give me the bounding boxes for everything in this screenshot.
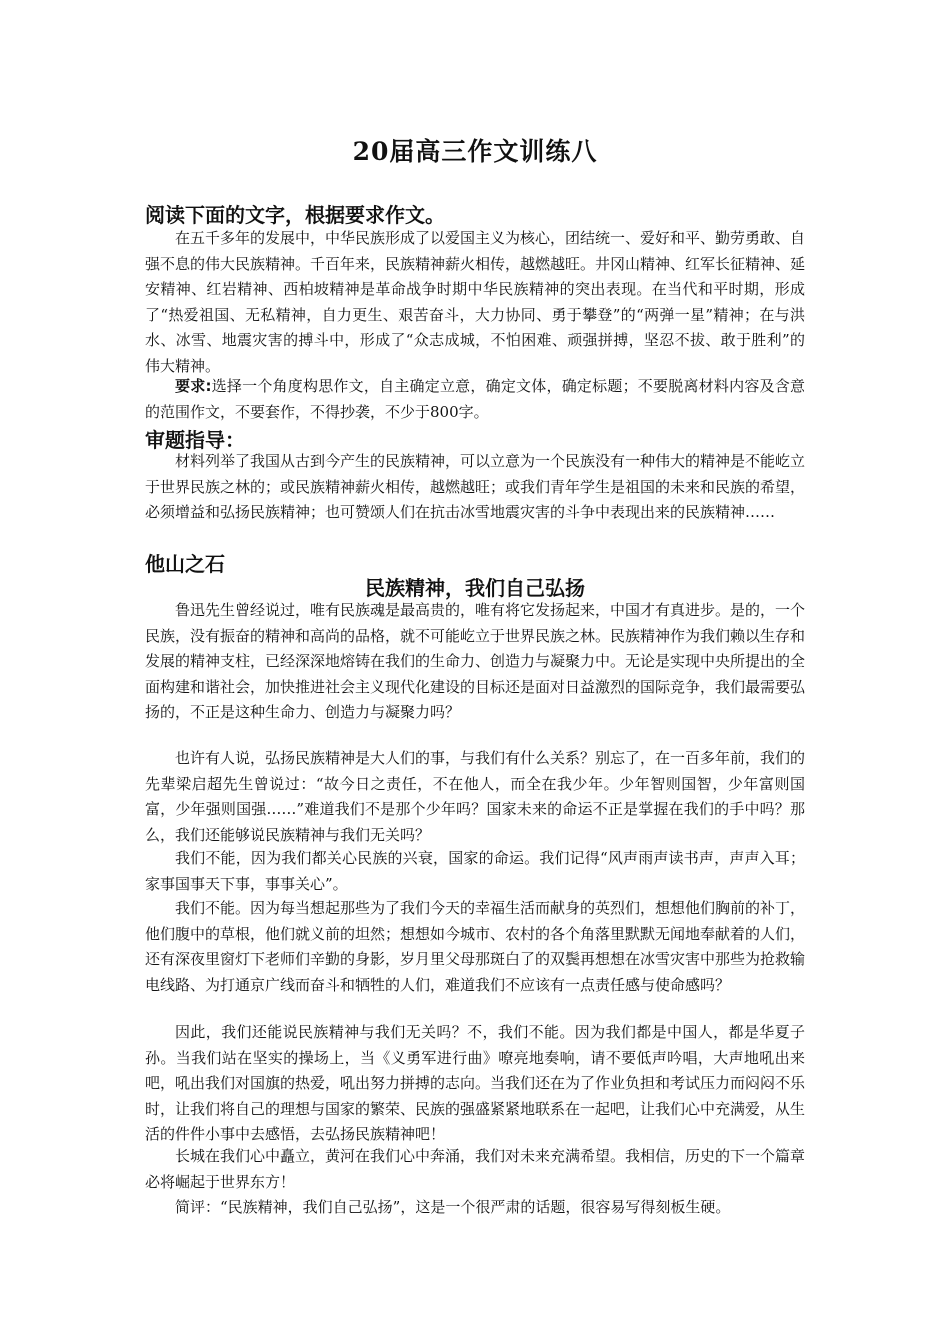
- essay-paragraph: 我们不能。因为每当想起那些为了我们今天的幸福生活而献身的英烈们，想想他们胸前的补丁，他们腹中的草根，他们就义前的坦然；想想如今城市、农村的各个角落里默默无闻地奉献着的人们，还有深夜里窗灯下老师们辛勤的身影，岁月里父母那斑白了的双鬓再想想在冰雪灾害中那些为抢救输电线路、为打通京广线而奋斗和牺牲的人们，难道我们不应该有一点责任感与使命感吗？: [145, 899, 806, 994]
- essay-paragraph: 也许有人说，弘扬民族精神是大人们的事，与我们有什么关系？别忘了，在一百多年前，我们的先辈梁启超先生曾说过：“故今日之责任，不在他人，而全在我少年。少年智则国智，少年富则国富，少年强则国强……”难道我们不是那个少年吗？国家未来的命运不正是掌握在我们的手中吗？那么，我们还能够说民族精神与我们无关吗？: [145, 749, 806, 844]
- document-title: 20届高三作文训练八: [352, 137, 598, 166]
- prompt-paragraph: 在五千多年的发展中，中华民族形成了以爱国主义为核心，团结统一、爱好和平、勤劳勇敢、自强不息的伟大民族精神。千百年来，民族精神薪火相传，越燃越旺。井冈山精神、红军长征精神、延安精神、红岩精神、西柏坡精神是革命战争时期中华民族精神的突出表现。在当代和平时期，形成了“热爱祖国、无私精神，自力更生、艰苦奋斗，大力协同、勇于攀登”的“两弹一星”精神；在与洪水、冰雪、地震灾害的搏斗中，形成了“众志成城，不怕困难、顽强拼搏，坚忍不拔、敢于胜利”的伟大精神。: [145, 229, 806, 375]
- essay-paragraph: 因此，我们还能说民族精神与我们无关吗？不，我们不能。因为我们都是中国人，都是华夏子孙。当我们站在坚实的操场上，当《义勇军进行曲》嘹亮地奏响，请不要低声吟唱，大声地吼出来吧，吼出我们对国旗的热爱，吼出努力拼搏的志向。当我们还在为了作业负担和考试压力而闷闷不乐时，让我们将自己的理想与国家的繁荣、民族的强盛紧紧地联系在一起吧，让我们心中充满爱，从生活的件件小事中去感悟，去弘扬民族精神吧！: [145, 1023, 806, 1143]
- essay-paragraph: 长城在我们心中矗立，黄河在我们心中奔涌，我们对未来充满希望。我相信，历史的下一个篇章必将崛起于世界东方！: [145, 1147, 806, 1191]
- essay-paragraph: 鲁迅先生曾经说过，唯有民族魂是最高贵的，唯有将它发扬起来，中国才有真进步。是的，一个民族，没有振奋的精神和高尚的品格，就不可能屹立于世界民族之林。民族精神作为我们赖以生存和发展的精神支柱，已经深深地熔铸在我们的生命力、创造力与凝聚力中。无论是实现中央所提出的全面构建和谐社会，加快推进社会主义现代化建设的目标还是面对日益激烈的国际竞争，我们最需要弘扬的，不正是这种生命力、创造力与凝聚力吗？: [145, 601, 806, 721]
- guide-heading: 审题指导：: [145, 428, 245, 452]
- example-heading: 他山之石: [145, 552, 225, 576]
- requirement-text: 选择一个角度构思作文，自主确定立意，确定文体，确定标题；不要脱离材料内容及含意的范围作文，不要套作，不得抄袭，不少于800字。: [145, 377, 805, 421]
- requirement-paragraph: [145, 374, 805, 425]
- essay-title: 民族精神，我们自己弘扬: [365, 576, 585, 600]
- requirement-label: 要求:: [175, 377, 212, 395]
- essay-paragraph: 我们不能，因为我们都关心民族的兴衰，国家的命运。我们记得“风声雨声读书声，声声入耳；家事国事天下事，事事关心”。: [145, 849, 805, 893]
- prompt-heading: 阅读下面的文字，根据要求作文。: [145, 203, 445, 227]
- essay-comment: 简评：“民族精神，我们自己弘扬”，这是一个很严肃的话题，很容易写得刻板生硬。: [175, 1198, 731, 1216]
- guide-paragraph: 材料列举了我国从古到今产生的民族精神，可以立意为一个民族没有一种伟大的精神是不能屹立于世界民族之林的；或民族精神薪火相传，越燃越旺；或我们青年学生是祖国的未来和民族的希望，必须增益和弘扬民族精神；也可赞颂人们在抗击冰雪地震灾害的斗争中表现出来的民族精神……: [145, 452, 806, 521]
